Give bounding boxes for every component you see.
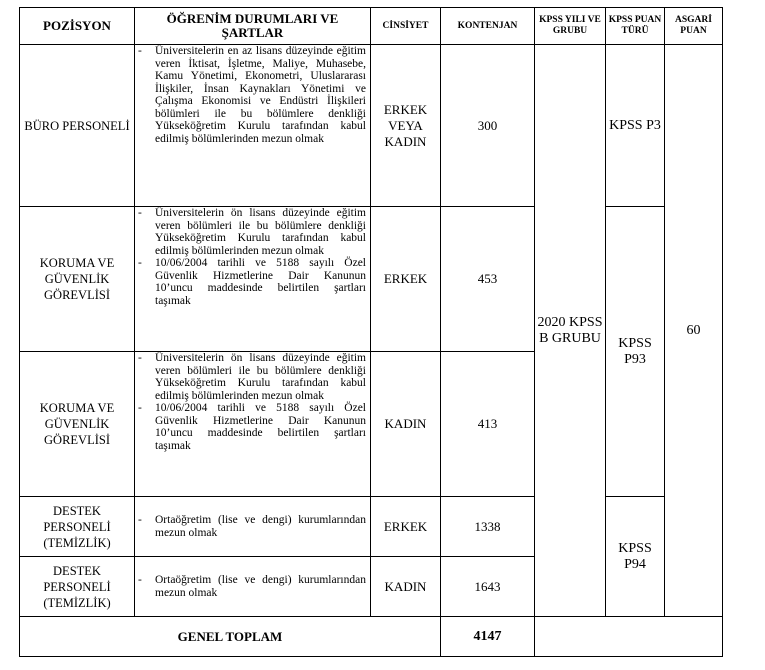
condition-item [138,45,366,145]
conditions-cell [135,352,371,497]
cinsiyet-cell: KADIN [371,352,441,497]
total-row [20,617,723,657]
table-row [20,45,723,207]
table-row [20,207,723,352]
bullet-dash: - [138,352,142,364]
condition-item [138,207,366,257]
header-cinsiyet: CİNSİYET [371,8,441,45]
bullet-dash: - [138,45,142,57]
conditions-cell [135,45,371,207]
condition-text: 10/06/2004 tarihli ve 5188 sayılı Özel Güvenlik Hizmetlerine Dair Kanunun 10’uncu maddesinde belirtilen şartları taşımak [155,257,366,307]
pozisyon-cell: DESTEK PERSONELİ (TEMİZLİK) [20,497,135,557]
conditions-cell [135,207,371,352]
kpss-yili-cell: 2020 KPSS B GRUBU [535,45,606,617]
positions-table [19,7,723,657]
condition-text: Üniversitelerin en az lisans düzeyinde eğitim veren İktisat, İşletme, Maliye, Muhasebe, Kamu Yönetimi, Ekonometri, Uluslararası İlişkiler, İnsan Kaynakları Yönetimi ve Çalışma Ekonomisi ve Endüstri İlişkileri bölümleri ile bu bölümlere denkliği Yükseköğretim Kurulu tarafından kabul edilmiş bölümlerinden mezun olmak [155,45,366,145]
puan-turu-cell-p94: KPSS P94 [606,497,665,617]
condition-text: Ortaöğretim (lise ve dengi) kurumlarından mezun olmak [155,514,366,539]
condition-item [138,402,366,452]
header-pozisyon: POZİSYON [20,8,135,45]
header-asgari: ASGARİ PUAN [665,8,723,45]
condition-item [138,514,366,539]
condition-text: 10/06/2004 tarihli ve 5188 sayılı Özel Güvenlik Hizmetlerine Dair Kanunun 10’uncu maddesinde belirtilen şartları taşımak [155,402,366,452]
puan-turu-cell-p93: KPSS P93 [606,207,665,497]
header-kpss-yili: KPSS YILI VE GRUBU [535,8,606,45]
total-label: GENEL TOPLAM [20,617,441,657]
kontenjan-cell: 1643 [441,557,535,617]
cinsiyet-cell: ERKEK VEYA KADIN [371,45,441,207]
bullet-dash: - [138,402,142,414]
condition-text: Üniversitelerin ön lisans düzeyinde eğitim veren bölümleri ile bu bölümlere denkliği Yükseköğretim Kurulu tarafından kabul edilmiş bölümlerinden mezun olmak [155,207,366,257]
condition-item [138,257,366,307]
pozisyon-cell: KORUMA VE GÜVENLİK GÖREVLİSİ [20,352,135,497]
conditions-cell [135,557,371,617]
kontenjan-cell: 453 [441,207,535,352]
pozisyon-cell: KORUMA VE GÜVENLİK GÖREVLİSİ [20,207,135,352]
kontenjan-cell: 413 [441,352,535,497]
cinsiyet-cell: ERKEK [371,207,441,352]
header-kpss-puan: KPSS PUAN TÜRÜ [606,8,665,45]
pozisyon-cell: DESTEK PERSONELİ (TEMİZLİK) [20,557,135,617]
bullet-dash: - [138,514,142,526]
kontenjan-cell: 1338 [441,497,535,557]
header-kontenjan: KONTENJAN [441,8,535,45]
header-row [20,8,723,45]
condition-text: Üniversitelerin ön lisans düzeyinde eğitim veren bölümleri ile bu bölümlere denkliği Yükseköğretim Kurulu tarafından kabul edilmiş bölümlerinden mezun olmak [155,352,366,402]
bullet-dash: - [138,257,142,269]
asgari-puan-cell: 60 [665,45,723,617]
cinsiyet-cell: KADIN [371,557,441,617]
bullet-dash: - [138,207,142,219]
conditions-cell [135,497,371,557]
condition-item [138,574,366,599]
header-ogrenim: ÖĞRENİM DURUMLARI VE ŞARTLAR [135,8,371,45]
condition-item [138,352,366,402]
total-value: 4147 [441,617,535,657]
condition-text: Ortaöğretim (lise ve dengi) kurumlarından mezun olmak [155,574,366,599]
total-blank-cell [535,617,723,657]
table-row [20,497,723,557]
pozisyon-cell: BÜRO PERSONELİ [20,45,135,207]
puan-turu-cell-p3: KPSS P3 [606,45,665,207]
cinsiyet-cell: ERKEK [371,497,441,557]
bullet-dash: - [138,574,142,586]
kontenjan-cell: 300 [441,45,535,207]
